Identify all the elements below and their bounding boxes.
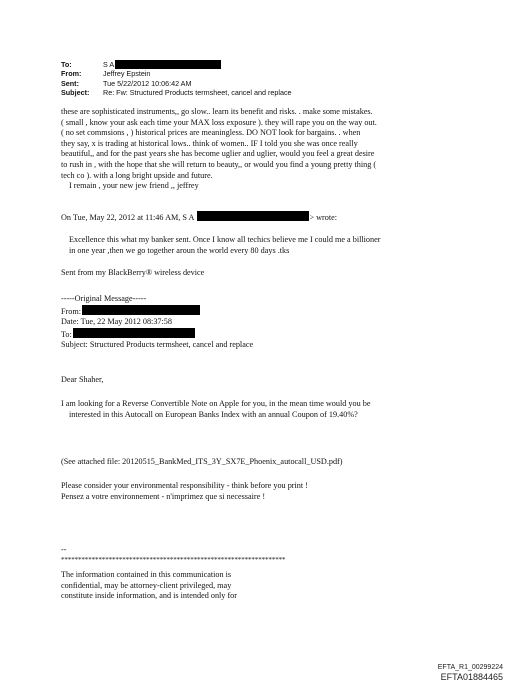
sent-label: Sent: — [61, 78, 79, 88]
reply-line: tech co ). with a long bright upside and future. — [61, 170, 213, 180]
redaction-bar — [115, 60, 221, 69]
message-line: interested in this Autocall on European Banks Index with an annual Coupon of 19.40%? — [69, 409, 358, 419]
asterisk-rule: ****************************************************************** — [61, 556, 286, 564]
redaction-bar — [82, 305, 200, 315]
original-from-label: From: — [61, 306, 82, 316]
disclaimer-line: constitute inside information, and is intended only for — [61, 591, 237, 601]
quote-body — [69, 235, 380, 256]
message-line: I am looking for a Reverse Convertible Note on Apple for you, in the mean time would you be — [61, 399, 371, 408]
quote-intro-prefix: On Tue, May 22, 2012 at 11:46 AM, S A — [61, 213, 195, 222]
original-heading: -----Original Message----- — [61, 294, 147, 303]
bates-code-primary: EFTA_R1_00299224 — [437, 664, 503, 671]
env-line: Pensez a votre environnement - n'imprimez que si necessaire ! — [61, 491, 266, 501]
reply-line: ( no set commsions , ) historical prices are meaningless. DO NOT look for bargains. . when — [61, 128, 361, 138]
redaction-bar — [73, 328, 195, 338]
subject-label: Subject: — [61, 87, 90, 97]
original-date: Date: Tue, 22 May 2012 08:37:58 — [61, 317, 172, 327]
reply-line: these are sophisticated instruments,, go slow.. learn its benefit and risks. . make some mistakes. — [61, 107, 373, 116]
quote-line: Excellence this what my banker sent. Once I know all techics believe me I could me a billioner — [69, 235, 381, 244]
greeting: Dear Shaher, — [61, 375, 104, 384]
reply-signoff: I remain , your new jew friend ,, jeffrey — [69, 181, 199, 191]
from-value: Jeffrey Epstein — [103, 69, 151, 79]
device-signature: Sent from my BlackBerry® wireless device — [61, 268, 205, 277]
bates-code-secondary: EFTA01884465 — [440, 672, 503, 682]
environment-note — [61, 481, 308, 502]
redaction-bar — [197, 211, 309, 221]
reply-body — [61, 107, 377, 192]
reply-line: to rush in , with the hope that she will return to beauty,, or would you find a young pretty thing ( — [61, 159, 377, 169]
quote-intro — [61, 211, 337, 224]
to-value — [103, 60, 221, 69]
from-label: From: — [61, 69, 82, 79]
attachment-note: (See attached file: 20120515_BankMed_ITS_3Y_SX7E_Phoenix_autocall_USD.pdf) — [61, 457, 343, 466]
to-name: S A — [103, 60, 115, 69]
disclaimer-line: confidential, may be attorney-client privileged, may — [61, 580, 232, 590]
env-line: Please consider your environmental responsibility - think before you print ! — [61, 481, 308, 490]
subject-value: Re: Fw: Structured Products termsheet, cancel and replace — [103, 87, 292, 97]
original-to-label: To: — [61, 329, 72, 339]
original-message-header — [61, 294, 253, 351]
quote-intro-suffix: > wrote: — [309, 213, 338, 222]
reply-line: ( small , know your ask each time your MAX loss exposure ). they will rape you on the way out. — [61, 117, 377, 127]
reply-line: they say, x is trading at historical lows.. think of women.. IF I told you she was once really — [61, 138, 358, 148]
message-body — [61, 399, 370, 420]
to-label: To: — [61, 60, 72, 69]
signature-separator: -- — [61, 545, 67, 554]
disclaimer-line: The information contained in this communication is — [61, 570, 232, 579]
original-subject: Subject: Structured Products termsheet, cancel and replace — [61, 340, 254, 350]
quote-line: in one year ,then we go together aroun the world every 80 days .tks — [69, 245, 290, 255]
sent-value: Tue 5/22/2012 10:06:42 AM — [103, 78, 192, 88]
disclaimer — [61, 570, 237, 602]
reply-line: beautiful,, and for the past years she has become uglier and uglier, would you feel a great desire — [61, 149, 375, 159]
bates-footer — [438, 663, 503, 683]
